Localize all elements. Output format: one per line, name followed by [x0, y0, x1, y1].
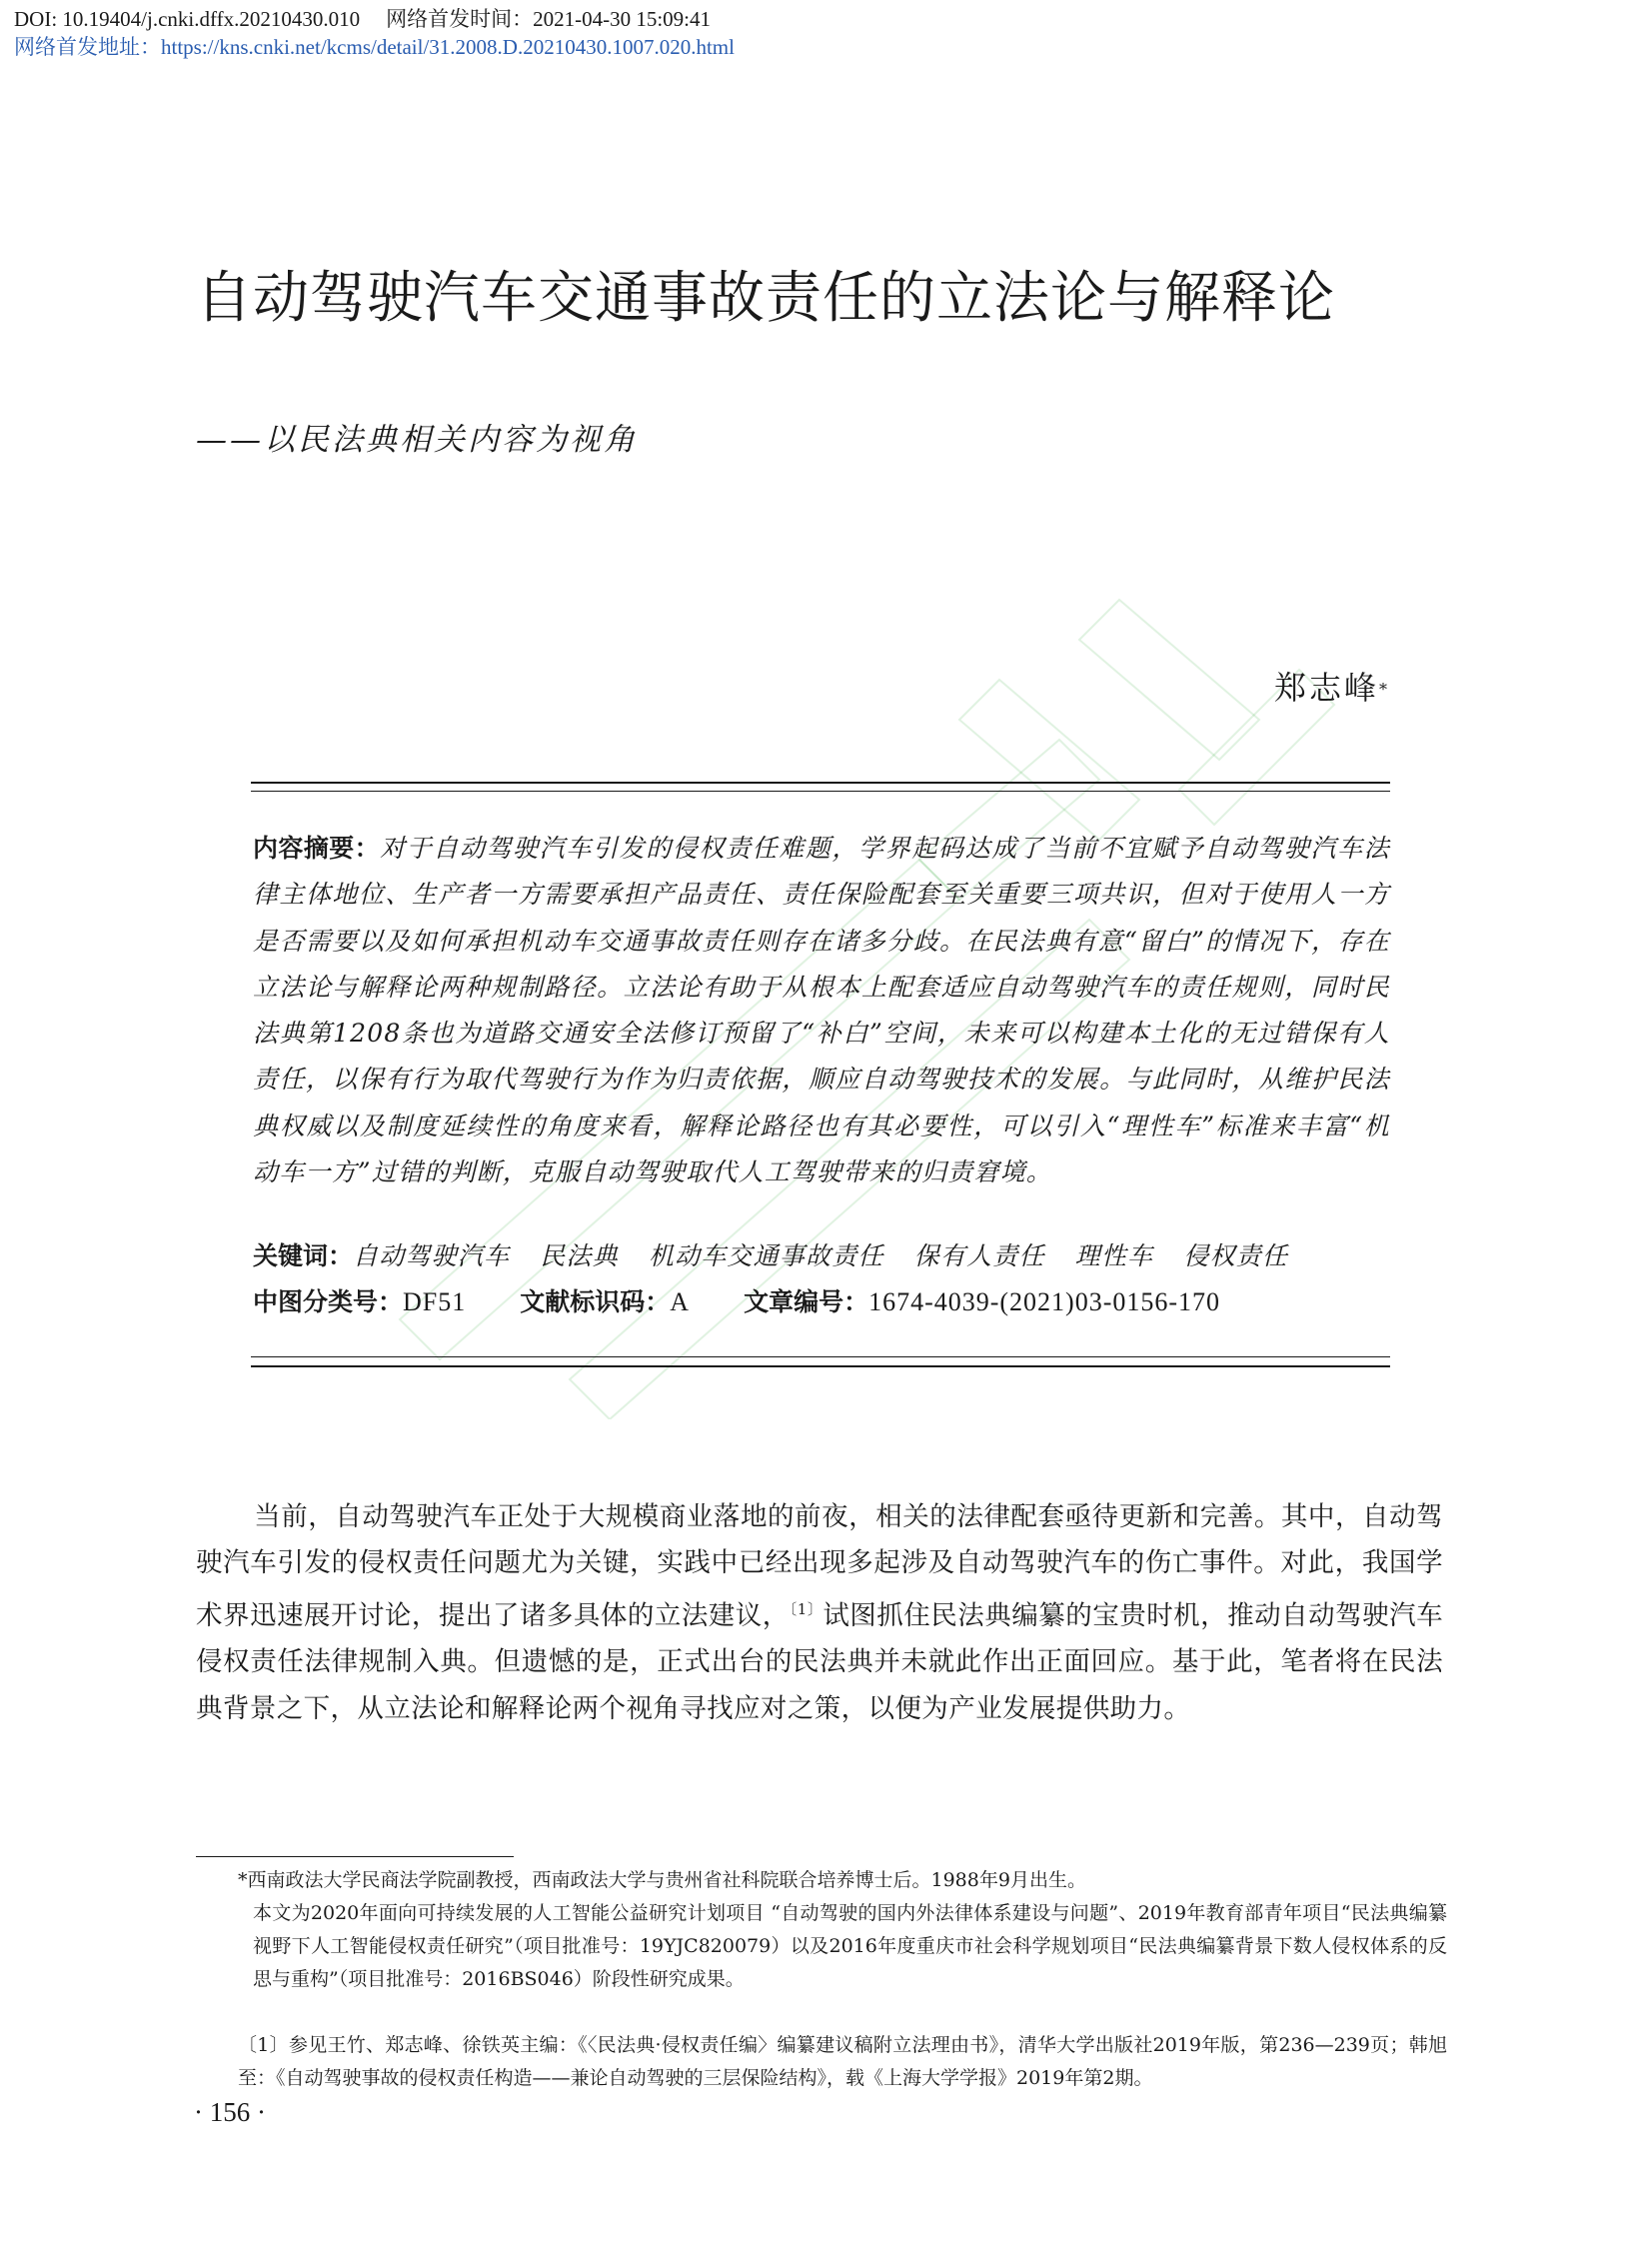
- author-name: [1274, 668, 1390, 708]
- keyword-item: 自动驾驶汽车: [353, 1241, 511, 1270]
- body-paragraph: [196, 1494, 1443, 1732]
- keyword-item: 机动车交通事故责任: [648, 1241, 884, 1270]
- doi-label: DOI:: [14, 7, 58, 31]
- footnote-author: *西南政法大学民商法学院副教授，西南政法大学与贵州省社科院联合培养博士后。1988年9月出生。: [238, 1869, 1086, 1891]
- abstract: [253, 826, 1390, 1195]
- keyword-item: 民法典: [540, 1241, 619, 1270]
- doi-value: 10.19404/j.cnki.dffx.20210430.010: [62, 7, 361, 31]
- classification-line: [253, 1279, 1220, 1325]
- page-number: · 156 ·: [194, 2097, 266, 2127]
- divider-bottom-thick: [251, 1365, 1390, 1367]
- article-no-value: 1674-4039-(2021)03-0156-170: [868, 1287, 1221, 1316]
- abstract-text: 对于自动驾驶汽车引发的侵权责任难题，学界起码达成了当前不宜赋予自动驾驶汽车法律主体地位、生产者一方需要承担产品责任、责任保险配套至关重要三项共识，但对于使用人一方是否需要以及如何承担机动车交通事故责任则存在诸多分歧。在民法典有意“留白”的情况下，存在立法论与解释论两种规制路径。立法论有助于从根本上配套适应自动驾驶汽车的责任规则，同时民法典第1208条也为道路交通安全法修订预留了“补白”空间，未来可以构建本土化的无过错保有人责任，以保有行为取代驾驶行为作为归责依据，顺应自动驾驶技术的发展。与此同时，从维护民法典权威以及制度延续性的角度来看，解释论路径也有其必要性，可以引入“理性车”标准来丰富“机动车一方”过错的判断，克服自动驾驶取代人工驾驶带来的归责窘境。: [253, 834, 1390, 1187]
- footnote-funding: 本文为2020年面向可持续发展的人工智能公益研究计划项目 “自动驾驶的国内外法律体系建设与问题”、2019年教育部青年项目“民法典编纂视野下人工智能侵权责任研究”（项目批准号：19YJC820079）以及2016年度重庆市社会科学规划项目“民法典编纂背景下数人侵权体系的反思与重构”（项目批准号：2016BS046）阶段性研究成果。: [253, 1902, 1447, 1990]
- doi-header: [14, 6, 711, 32]
- footnote-ref-1[interactable]: 〔1〕: [789, 1600, 824, 1619]
- footnote-ref-1-text: 〔1〕参见王竹、郑志峰、徐铁英主编：《〈民法典·侵权责任编〉编纂建议稿附立法理由书》，清华大学出版社2019年版，第236—239页；韩旭至：《自动驾驶事故的侵权责任构造——兼论自动驾驶的三层保险结构》，载《上海大学学报》2019年第2期。: [238, 2034, 1447, 2089]
- keyword-item: 侵权责任: [1183, 1241, 1289, 1270]
- clc-value: DF51: [403, 1287, 467, 1316]
- abstract-label: 内容摘要：: [253, 834, 381, 863]
- clc-label: 中图分类号：: [253, 1287, 404, 1316]
- pub-time-label: 网络首发时间：: [386, 7, 534, 31]
- keyword-item: 理性车: [1074, 1241, 1154, 1270]
- divider-bottom-thin: [251, 1356, 1390, 1357]
- author-name-text: 郑志峰: [1273, 669, 1379, 707]
- divider-top-thin: [251, 791, 1390, 792]
- pub-time-value: 2021-04-30 15:09:41: [533, 7, 712, 31]
- author-footnote-mark: *: [1379, 680, 1390, 699]
- doc-code-value: A: [670, 1287, 691, 1316]
- url-header: [14, 34, 735, 60]
- keywords: [253, 1233, 1318, 1279]
- article-title: 自动驾驶汽车交通事故责任的立法论与解释论: [196, 266, 1335, 331]
- url-label: 网络首发地址：: [14, 35, 161, 59]
- footnote-divider: [196, 1856, 514, 1857]
- article-subtitle: ——以民法典相关内容为视角: [196, 422, 638, 458]
- divider-top-thick: [251, 782, 1390, 784]
- body-text-2: 试图抓住民法典编纂的宝贵时机，推动自动驾驶汽车侵权责任法律规制入典。但遗憾的是，正式出台的民法典并未就此作出正面回应。基于此，笔者将在民法典背景之下，从立法论和解释论两个视角寻找应对之策，以便为产业发展提供助力。: [196, 1600, 1443, 1724]
- doc-code-label: 文献标识码：: [520, 1287, 671, 1316]
- body-text-1: 当前，自动驾驶汽车正处于大规模商业落地的前夜，相关的法律配套亟待更新和完善。其中，自动驾驶汽车引发的侵权责任问题尤为关键，实践中已经出现多起涉及自动驾驶汽车的伤亡事件。对此，我国学术界迅速展开讨论，提出了诸多具体的立法建议，: [196, 1501, 1443, 1632]
- keyword-item: 保有人责任: [913, 1241, 1045, 1270]
- article-no-label: 文章编号：: [744, 1287, 869, 1316]
- keywords-label: 关键词：: [253, 1241, 354, 1270]
- article-url-link[interactable]: https://kns.cnki.net/kcms/detail/31.2008.D.20210430.1007.020.html: [161, 35, 735, 59]
